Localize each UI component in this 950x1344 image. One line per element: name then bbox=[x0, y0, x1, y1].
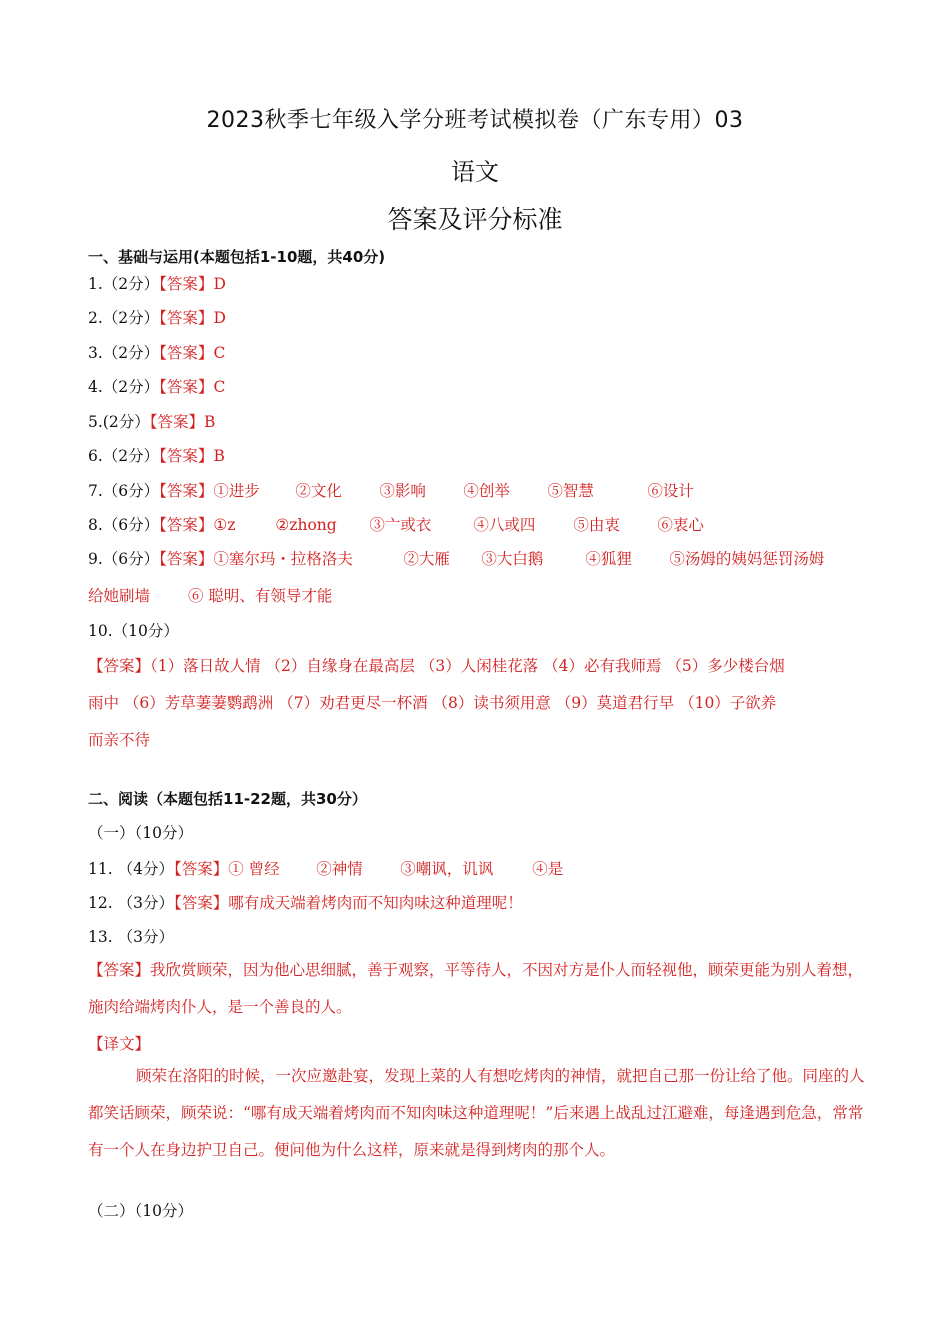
exam-title: 2023秋季七年级入学分班考试模拟卷（广东专用）03 bbox=[206, 108, 744, 133]
answer-line-7: 7.（6分）【答案】①进步 ②文化 ③影响 ④创举 ⑤智慧 ⑥设计 bbox=[88, 482, 694, 500]
answer-line-3: 3.（2分）【答案】C bbox=[88, 344, 226, 362]
q10-answer-line-1: 【答案】（1）落日故人情 （2）自缘身在最高层 （3）人闲桂花落 （4）必有我师焉 （5）多少楼台烟 bbox=[88, 657, 785, 675]
answer-line-9-cont: 给她刷墙 ⑥ 聪明、有领导才能 bbox=[88, 587, 333, 605]
q10-prefix: 10.（10分） bbox=[88, 622, 179, 640]
subject-title: 语文 bbox=[451, 158, 499, 186]
reading-part-1: （一）（10分） bbox=[88, 824, 193, 842]
answer-line-9: 9.（6分）【答案】①塞尔玛・拉格洛夫 ②大雁 ③大白鹅 ④狐狸 ⑤汤姆的姨妈惩罚汤姆 bbox=[88, 550, 825, 568]
translation-text: 顾荣在洛阳的时候，一次应邀赴宴，发现上菜的人有想吃烤肉的神情，就把自己那一份让给了他。同座的人都笑话顾荣，顾荣说：“哪有成天端着烤肉而不知肉味这种道理呢！”后来遇上战乱过江避难，每逢遇到危急，常常有一个人在身边护卫自己。便问他为什么这样，原来就是得到烤肉的那个人。 bbox=[88, 1067, 865, 1159]
answer-line-12: 12. （3分）【答案】哪有成天端着烤肉而不知肉味这种道理呢！ bbox=[88, 894, 523, 912]
answer-line-2: 2.（2分）【答案】D bbox=[88, 309, 226, 327]
q13-answer: 【答案】我欣赏顾荣，因为他心思细腻，善于观察，平等待人，不因对方是仆人而轻视他，顾荣更能为别人着想，施肉给端烤肉仆人，是一个善良的人。 bbox=[88, 961, 864, 1016]
q10-answer-line-2: 雨中 （6）芳草萋萋鹦鹉洲 （7）劝君更尽一杯酒 （8）读书须用意 （9）莫道君行早 （10）子欲养 bbox=[88, 694, 777, 712]
q13-prefix: 13. （3分） bbox=[88, 928, 174, 946]
answer-line-6: 6.（2分）【答案】B bbox=[88, 447, 225, 465]
answer-line-1: 1.（2分）【答案】D bbox=[88, 275, 226, 293]
answer-line-4: 4.（2分）【答案】C bbox=[88, 378, 226, 396]
reading-part-2: （二）（10分） bbox=[88, 1202, 193, 1220]
answer-line-5: 5.(2分）【答案】B bbox=[88, 413, 216, 431]
translation-label: 【译文】 bbox=[88, 1035, 151, 1053]
answer-line-8: 8.（6分）【答案】①z ②zhong ③亠或衣 ④八或四 ⑤由衷 ⑥衷心 bbox=[88, 516, 704, 534]
section2-title: 二、阅读（本题包括11-22题，共30分） bbox=[88, 790, 367, 808]
section1-title: 一、基础与运用(本题包括1-10题，共40分) bbox=[88, 248, 386, 266]
answer-heading: 答案及评分标准 bbox=[387, 205, 563, 234]
q10-answer-line-3: 而亲不待 bbox=[88, 731, 151, 749]
answer-line-11: 11. （4分）【答案】① 曾经 ②神情 ③嘲讽，讥讽 ④是 bbox=[88, 860, 564, 878]
